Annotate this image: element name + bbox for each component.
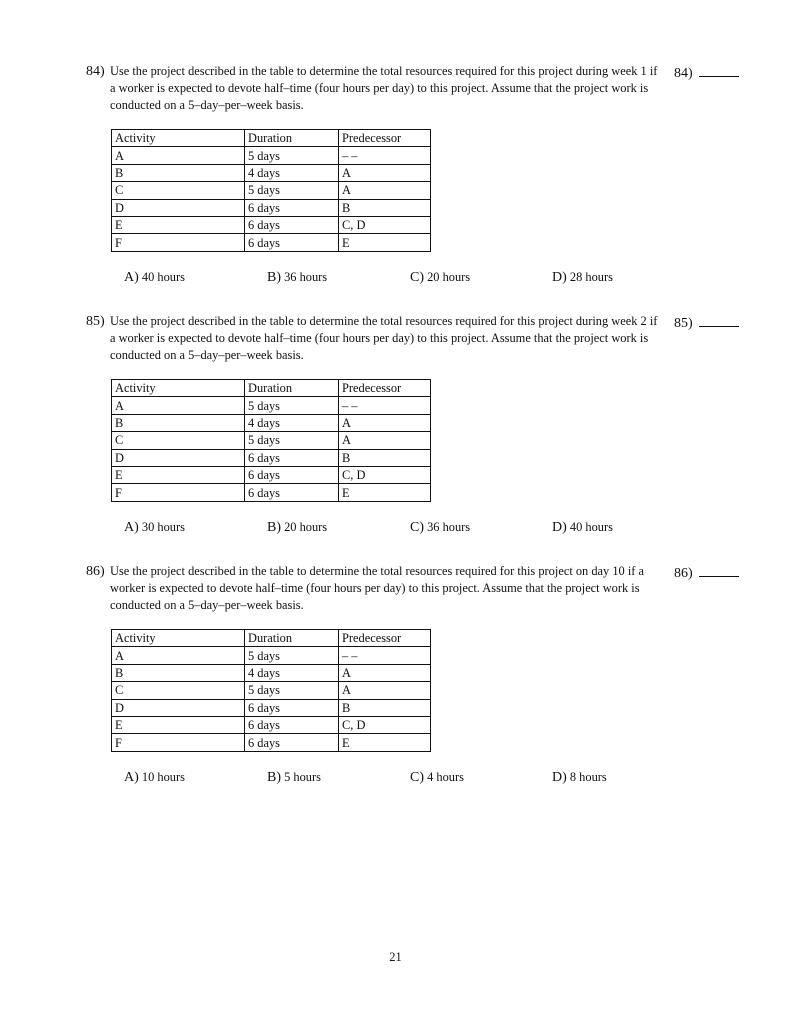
header-duration: Duration <box>245 130 339 147</box>
activity-cell: C <box>112 682 245 699</box>
predecessor-cell: E <box>339 484 431 501</box>
table-row <box>112 414 431 431</box>
choice-text: 40 hours <box>141 270 185 284</box>
choice-c[interactable] <box>410 519 470 536</box>
duration-cell: 6 days <box>245 466 339 483</box>
choice-text: 4 hours <box>427 770 464 784</box>
choice-text: 10 hours <box>141 770 185 784</box>
question-number: 84) <box>86 64 105 79</box>
choice-b[interactable] <box>267 269 327 286</box>
choice-a[interactable] <box>124 769 185 786</box>
predecessor-cell: E <box>339 234 431 251</box>
choice-text: 30 hours <box>141 520 185 534</box>
question-number: 86) <box>86 564 105 579</box>
table-row <box>112 449 431 466</box>
choice-d[interactable] <box>552 519 613 536</box>
predecessor-cell: A <box>339 664 431 681</box>
duration-cell: 4 days <box>245 664 339 681</box>
choice-text: 40 hours <box>569 520 613 534</box>
answer-label: 85) <box>674 316 693 331</box>
predecessor-cell: C, D <box>339 466 431 483</box>
choice-d[interactable] <box>552 769 607 786</box>
predecessor-cell: B <box>339 449 431 466</box>
page-number: 21 <box>389 950 402 964</box>
question-text: Use the project described in the table to determine the total resources required for this project during week 2 if a worker is expected to devote half–time (four hours per day) to this project. Assume that the project work is conducted on a 5–day–per–week basis. <box>110 314 658 362</box>
duration-cell: 5 days <box>245 397 339 414</box>
choice-letter: D) <box>552 270 567 285</box>
table-row <box>112 682 431 699</box>
choice-c[interactable] <box>410 769 464 786</box>
table-header-row <box>112 380 431 397</box>
activity-cell: C <box>112 432 245 449</box>
activity-cell: B <box>112 414 245 431</box>
duration-cell: 5 days <box>245 147 339 164</box>
question-number: 85) <box>86 314 105 329</box>
table-row <box>112 716 431 733</box>
duration-cell: 6 days <box>245 449 339 466</box>
predecessor-cell: E <box>339 734 431 751</box>
table-row <box>112 466 431 483</box>
table-row <box>112 432 431 449</box>
answer-line <box>699 313 739 327</box>
predecessor-cell: A <box>339 432 431 449</box>
activity-cell: F <box>112 234 245 251</box>
answer-line <box>699 563 739 577</box>
duration-cell: 5 days <box>245 647 339 664</box>
activity-table-86 <box>111 629 431 752</box>
activity-cell: C <box>112 182 245 199</box>
choice-a[interactable] <box>124 519 185 536</box>
activity-table-85 <box>111 379 431 502</box>
duration-cell: 5 days <box>245 432 339 449</box>
choice-b[interactable] <box>267 519 327 536</box>
predecessor-cell: B <box>339 199 431 216</box>
choice-a[interactable] <box>124 269 185 286</box>
activity-cell: A <box>112 647 245 664</box>
predecessor-cell: – – <box>339 397 431 414</box>
activity-cell: F <box>112 484 245 501</box>
duration-cell: 5 days <box>245 682 339 699</box>
header-activity: Activity <box>112 380 245 397</box>
activity-cell: A <box>112 397 245 414</box>
answer-line <box>699 63 739 77</box>
choice-letter: A) <box>124 770 139 785</box>
table-row <box>112 664 431 681</box>
question-text: Use the project described in the table to determine the total resources required for this project on day 10 if a worker is expected to devote half–time (four hours per day) to this project. Assume that the project work is conducted on a 5–day–per–week basis. <box>110 564 644 612</box>
choice-letter: B) <box>267 770 281 785</box>
table-row <box>112 484 431 501</box>
predecessor-cell: A <box>339 682 431 699</box>
table-header-row <box>112 130 431 147</box>
activity-cell: A <box>112 147 245 164</box>
choice-text: 8 hours <box>569 770 607 784</box>
predecessor-cell: C, D <box>339 716 431 733</box>
table-row <box>112 734 431 751</box>
duration-cell: 6 days <box>245 699 339 716</box>
table-row <box>112 216 431 233</box>
activity-table-84 <box>111 129 431 252</box>
choice-text: 20 hours <box>427 270 471 284</box>
choice-text: 5 hours <box>284 770 321 784</box>
activity-cell: D <box>112 199 245 216</box>
duration-cell: 6 days <box>245 216 339 233</box>
answer-label: 84) <box>674 66 693 81</box>
activity-cell: E <box>112 466 245 483</box>
duration-cell: 6 days <box>245 484 339 501</box>
table-row <box>112 164 431 181</box>
header-predecessor: Predecessor <box>339 630 431 647</box>
duration-cell: 6 days <box>245 716 339 733</box>
choice-letter: A) <box>124 520 139 535</box>
choice-text: 28 hours <box>569 270 613 284</box>
predecessor-cell: – – <box>339 647 431 664</box>
activity-cell: E <box>112 716 245 733</box>
choice-d[interactable] <box>552 269 613 286</box>
duration-cell: 4 days <box>245 414 339 431</box>
table-row <box>112 147 431 164</box>
activity-cell: B <box>112 664 245 681</box>
choice-text: 36 hours <box>284 270 328 284</box>
choice-letter: D) <box>552 770 567 785</box>
predecessor-cell: A <box>339 182 431 199</box>
choice-c[interactable] <box>410 269 470 286</box>
activity-cell: D <box>112 449 245 466</box>
answer-blank[interactable] <box>674 63 739 82</box>
activity-cell: B <box>112 164 245 181</box>
table-row <box>112 647 431 664</box>
header-activity: Activity <box>112 630 245 647</box>
duration-cell: 4 days <box>245 164 339 181</box>
predecessor-cell: – – <box>339 147 431 164</box>
table-row <box>112 397 431 414</box>
header-predecessor: Predecessor <box>339 130 431 147</box>
table-header-row <box>112 630 431 647</box>
header-activity: Activity <box>112 130 245 147</box>
choice-letter: C) <box>410 520 424 535</box>
choice-letter: C) <box>410 270 424 285</box>
choice-b[interactable] <box>267 769 321 786</box>
answer-label: 86) <box>674 566 693 581</box>
table-row <box>112 234 431 251</box>
activity-cell: D <box>112 699 245 716</box>
table-row <box>112 199 431 216</box>
predecessor-cell: C, D <box>339 216 431 233</box>
choice-letter: A) <box>124 270 139 285</box>
predecessor-cell: A <box>339 414 431 431</box>
table-row <box>112 182 431 199</box>
choice-letter: D) <box>552 520 567 535</box>
duration-cell: 6 days <box>245 234 339 251</box>
choice-text: 36 hours <box>427 520 471 534</box>
question-text: Use the project described in the table to determine the total resources required for this project during week 1 if a worker is expected to devote half–time (four hours per day) to this project. Assume that the project work is conducted on a 5–day–per–week basis. <box>110 64 658 112</box>
activity-cell: E <box>112 216 245 233</box>
predecessor-cell: B <box>339 699 431 716</box>
table-row <box>112 699 431 716</box>
answer-blank[interactable] <box>674 563 739 582</box>
choice-letter: C) <box>410 770 424 785</box>
choice-text: 20 hours <box>284 520 328 534</box>
choice-letter: B) <box>267 520 281 535</box>
activity-cell: F <box>112 734 245 751</box>
header-predecessor: Predecessor <box>339 380 431 397</box>
answer-blank[interactable] <box>674 313 739 332</box>
choice-letter: B) <box>267 270 281 285</box>
duration-cell: 6 days <box>245 734 339 751</box>
header-duration: Duration <box>245 380 339 397</box>
predecessor-cell: A <box>339 164 431 181</box>
duration-cell: 5 days <box>245 182 339 199</box>
duration-cell: 6 days <box>245 199 339 216</box>
header-duration: Duration <box>245 630 339 647</box>
